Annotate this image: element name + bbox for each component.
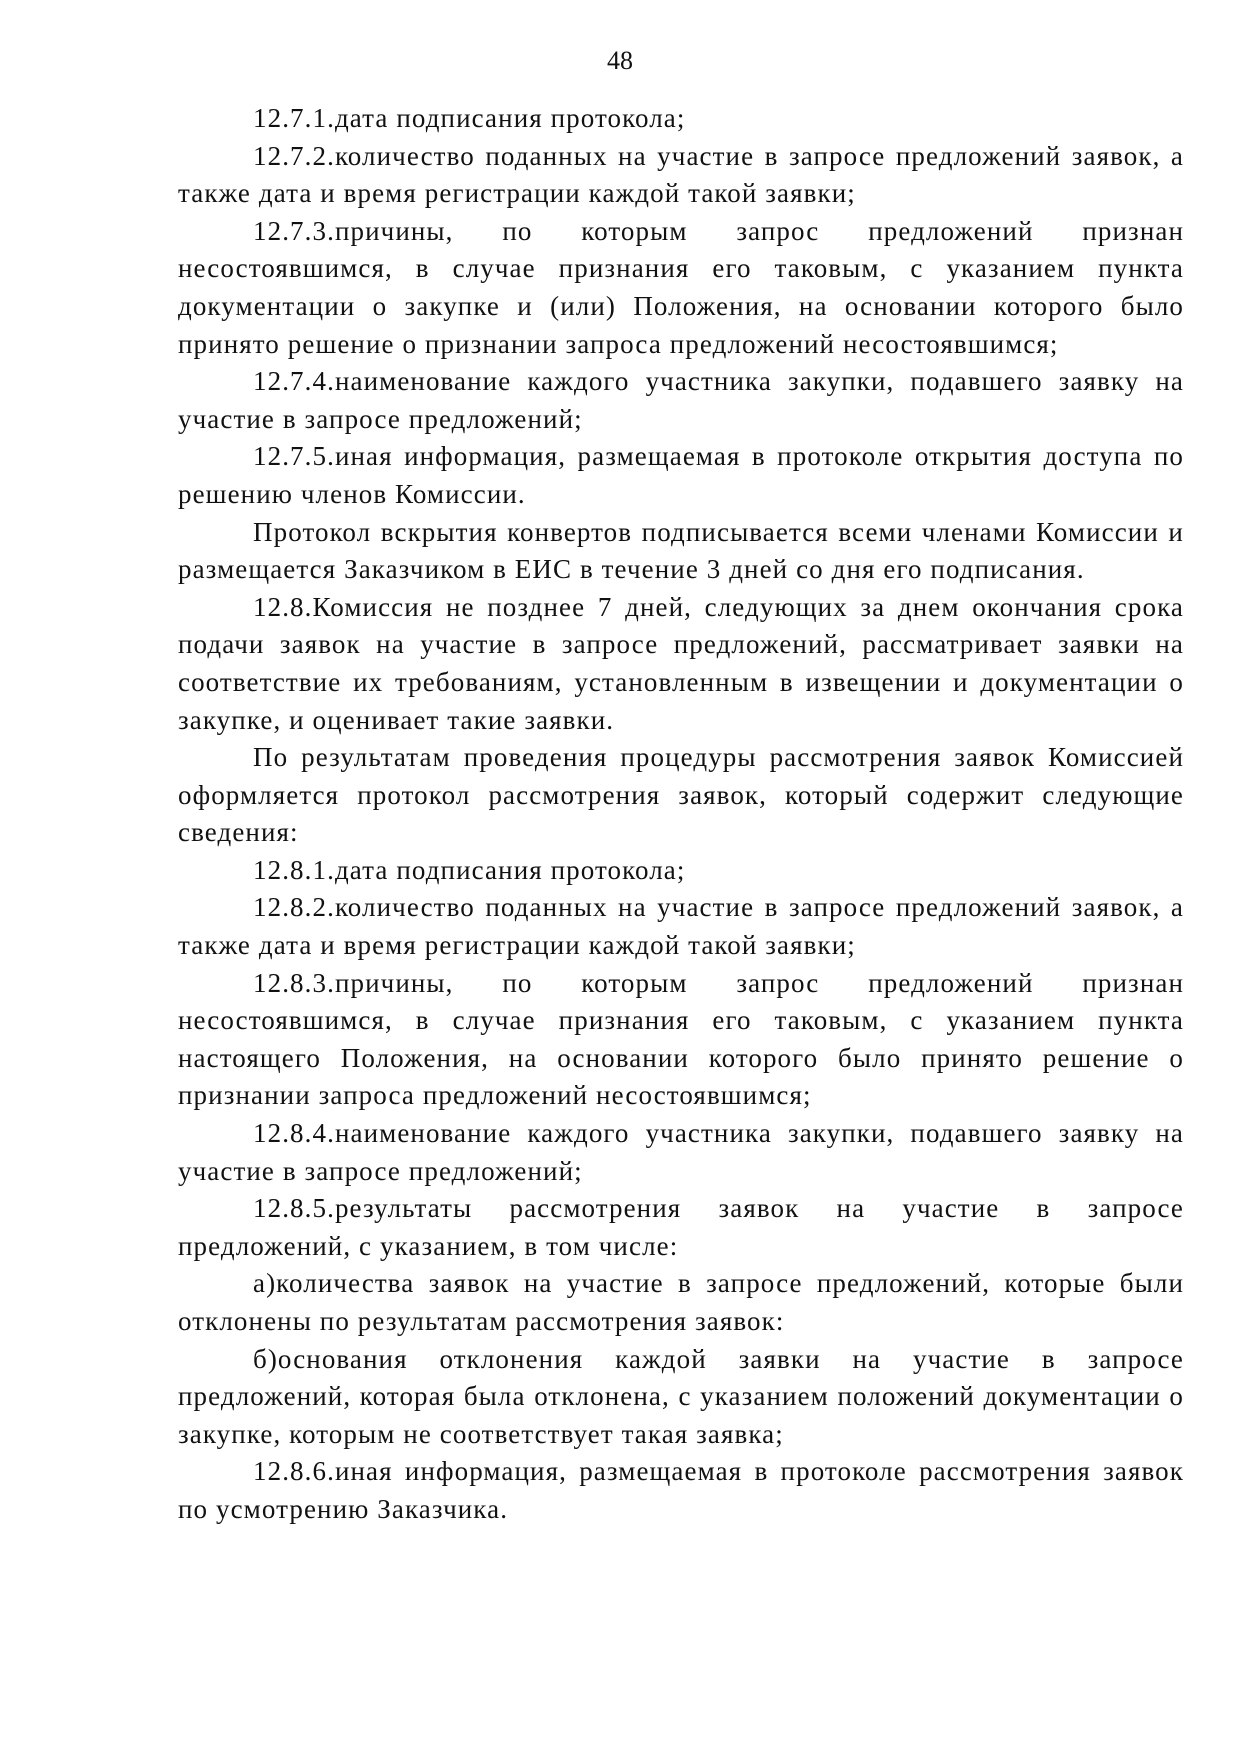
paragraph-12-8: 12.8.Комиссия не позднее 7 дней, следующих за днем окончания срока подачи заявок на участие в запросе предложений, рассматривает заявки на соответствие их требованиям, установленным в извещении и документации о закупке, и оценивает такие заявки. [178, 591, 1184, 735]
paragraph-12-8-4: 12.8.4.наименование каждого участника закупки, подавшего заявку на участие в запросе предложений; [178, 1118, 1184, 1186]
paragraph-12-8-2: 12.8.2.количество поданных на участие в запросе предложений заявок, а также дата и время регистрации каждой такой заявки; [178, 892, 1184, 961]
paragraph-12-8-1: 12.8.1.дата подписания протокола; [253, 854, 686, 885]
paragraph-12-7-1: 12.7.1.дата подписания протокола; [253, 103, 686, 133]
paragraph-item-a: а)количества заявок на участие в запросе предложений, которые были отклонены по результатам рассмотрения заявок: [178, 1268, 1184, 1336]
paragraph-12-7-3: 12.7.3.причины, по которым запрос предложений признан несостоявшимся, в случае признания его таковым, с указанием пункта документации о закупке и (или) Положения, на основании которого было принято решение о признании запроса предложений несостоявшимся; [178, 215, 1184, 359]
paragraph-12-8-5: 12.8.5.результаты рассмотрения заявок на участие в запросе предложений, с указанием, в том числе: [178, 1193, 1184, 1261]
paragraph-12-8-6: 12.8.6.иная информация, размещаемая в протоколе рассмотрения заявок по усмотрению Заказчика. [178, 1456, 1184, 1524]
paragraph-12-7-4: 12.7.4.наименование каждого участника закупки, подавшего заявку на участие в запросе предложений; [178, 366, 1184, 434]
paragraph-12-7-2: 12.7.2.количество поданных на участие в запросе предложений заявок, а также дата и время регистрации каждой такой заявки; [178, 140, 1184, 209]
paragraph-12-8-3: 12.8.3.причины, по которым запрос предложений признан несостоявшимся, в случае признания его таковым, с указанием пункта настоящего Положения, на основании которого было принято решение о признании запроса предложений несостоявшимся; [178, 967, 1184, 1111]
page-number: 48 [607, 46, 633, 75]
paragraph-review-results: По результатам проведения процедуры рассмотрения заявок Комиссией оформляется протокол рассмотрения заявок, который содержит следующие сведения: [178, 742, 1184, 848]
paragraph-protocol-signing: Протокол вскрытия конвертов подписывается всеми членами Комиссии и размещается Заказчиком в ЕИС в течение 3 дней со дня его подписания. [178, 516, 1184, 585]
paragraph-12-7-5: 12.7.5.иная информация, размещаемая в протоколе открытия доступа по решению членов Комиссии. [178, 441, 1184, 509]
document-body [178, 100, 1184, 1529]
paragraph-item-b: б)основания отклонения каждой заявки на участие в запросе предложений, которая была отклонена, с указанием положений документации о закупке, которым не соответствует такая заявка; [178, 1343, 1184, 1449]
